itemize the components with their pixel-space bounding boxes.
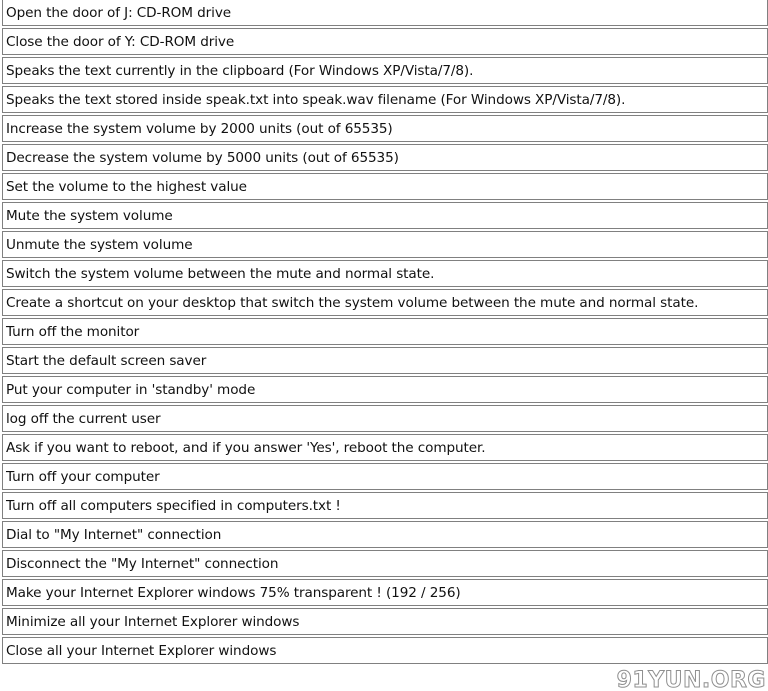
- table-cell: Turn off the monitor: [2, 318, 768, 345]
- table-cell: Turn off all computers specified in computers.txt !: [2, 492, 768, 519]
- watermark: 91YUN.ORG: [616, 668, 766, 691]
- table-row: [2, 608, 768, 635]
- table-cell: Put your computer in 'standby' mode: [2, 376, 768, 403]
- table-row: [2, 550, 768, 577]
- table-cell: Switch the system volume between the mute and normal state.: [2, 260, 768, 287]
- table-row: [2, 289, 768, 316]
- table-row: [2, 144, 768, 171]
- table-cell: Set the volume to the highest value: [2, 173, 768, 200]
- table-row: [2, 260, 768, 287]
- table-cell: Minimize all your Internet Explorer windows: [2, 608, 768, 635]
- table-cell: Ask if you want to reboot, and if you answer 'Yes', reboot the computer.: [2, 434, 768, 461]
- table-cell: Make your Internet Explorer windows 75% transparent ! (192 / 256): [2, 579, 768, 606]
- table-cell: log off the current user: [2, 405, 768, 432]
- table-cell: Open the door of J: CD-ROM drive: [2, 0, 768, 26]
- table-row: [2, 115, 768, 142]
- table-row: [2, 434, 768, 461]
- table-cell: Decrease the system volume by 5000 units (out of 65535): [2, 144, 768, 171]
- table-row: [2, 463, 768, 490]
- table-row: [2, 376, 768, 403]
- table-cell: Close all your Internet Explorer windows: [2, 637, 768, 664]
- table-row: [2, 231, 768, 258]
- table-row: [2, 637, 768, 664]
- table-row: [2, 86, 768, 113]
- table-cell: Create a shortcut on your desktop that switch the system volume between the mute and normal state.: [2, 289, 768, 316]
- table-cell: Unmute the system volume: [2, 231, 768, 258]
- table-row: [2, 202, 768, 229]
- table-row: [2, 405, 768, 432]
- table-cell: Mute the system volume: [2, 202, 768, 229]
- table-row: [2, 347, 768, 374]
- table-cell: Disconnect the "My Internet" connection: [2, 550, 768, 577]
- table-row: [2, 318, 768, 345]
- table-row: [2, 492, 768, 519]
- command-table-body: [2, 0, 768, 664]
- table-cell: Speaks the text currently in the clipboard (For Windows XP/Vista/7/8).: [2, 57, 768, 84]
- table-row: [2, 173, 768, 200]
- table-row: [2, 57, 768, 84]
- table-row: [2, 28, 768, 55]
- table-cell: Dial to "My Internet" connection: [2, 521, 768, 548]
- table-cell: Turn off your computer: [2, 463, 768, 490]
- table-cell: Start the default screen saver: [2, 347, 768, 374]
- table-row: [2, 521, 768, 548]
- table-cell: Increase the system volume by 2000 units (out of 65535): [2, 115, 768, 142]
- table-row: [2, 579, 768, 606]
- table-row: [2, 0, 768, 26]
- table-cell: Close the door of Y: CD-ROM drive: [2, 28, 768, 55]
- table-cell: Speaks the text stored inside speak.txt into speak.wav filename (For Windows XP/Vista/7/8).: [2, 86, 768, 113]
